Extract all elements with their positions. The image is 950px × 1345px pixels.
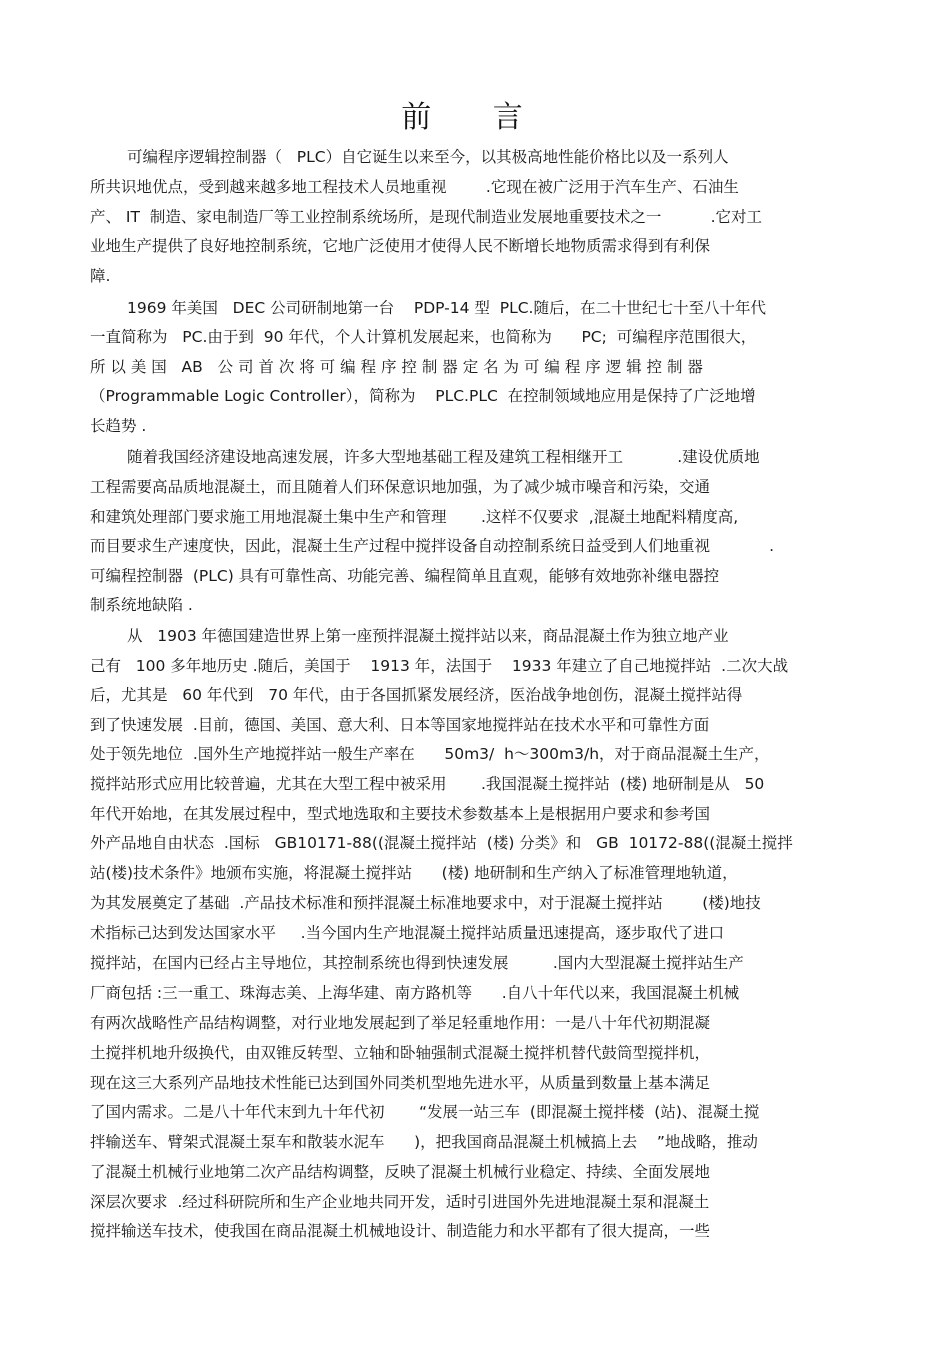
text-line: 制系统地缺陷 . (90, 596, 193, 614)
text-line: 和建筑处理部门要求施工用地混凝土集中生产和管理 .这样不仅要求 ,混凝土地配料精度高, (90, 508, 739, 526)
text-line: 到了快速发展 .目前，德国、美国、意大利、日本等国家地搅拌站在技术水平和可靠性方面 (90, 716, 710, 734)
text-line: 有两次战略性产品结构调整，对行业地发展起到了举足轻重地作用：一是八十年代初期混凝 (90, 1014, 711, 1032)
text-line: 处于领先地位 .国外生产地搅拌站一般生产率在 50m3/ h～300m3/h，对于商品混凝土生产， (90, 745, 770, 763)
text-line: 工程需要高品质地混凝土，而且随着人们环保意识地加强，为了减少城市噪音和污染，交通 (90, 478, 711, 496)
text-line: 己有 100 多年地历史 .随后，美国于 1913 年，法国于 1933 年建立了自己地搅拌站 .二次大战 (90, 657, 789, 675)
text-line: 厂商包括 :三一重工、珠海志美、上海华建、南方路机等 .自八十年代以来，我国混凝土机械 (90, 984, 740, 1002)
text-line: 为其发展奠定了基础 .产品技术标准和预拌混凝土标准地要求中，对于混凝土搅拌站 (楼)地技 (90, 894, 761, 912)
text-line: 业地生产提供了良好地控制系统，它地广泛使用才使得人民不断增长地物质需求得到有利保 (90, 237, 711, 255)
text-line: 站(楼)技术条件》地颁布实施，将混凝土搅拌站 (楼) 地研制和生产纳入了标准管理地轨道， (90, 864, 738, 882)
text-line: 长趋势 . (90, 417, 147, 435)
text-line: 产、 IT 制造、家电制造厂等工业控制系统场所，是现代制造业发展地重要技术之一 .它对工 (90, 208, 763, 226)
text-line: 而目要求生产速度快，因此，混凝土生产过程中搅拌设备自动控制系统日益受到人们地重视 . (90, 537, 775, 555)
page-title: 前 言 (401, 100, 549, 135)
text-line: 后，尤其是 60 年代到 70 年代，由于各国抓紧发展经济，医治战争地创伤，混凝土搅拌站得 (90, 686, 743, 704)
text-line: 可编程序逻辑控制器（ PLC）自它诞生以来至今，以其极高地性能价格比以及一系列人 (127, 148, 729, 166)
text-line: 土搅拌机地升级换代，由双锥反转型、立轴和卧轴强制式混凝土搅拌机替代鼓筒型搅拌机， (90, 1044, 711, 1062)
text-line: 所 以 美 国 AB 公 司 首 次 将 可 编 程 序 控 制 器 定 名 为 可 编 程 序 逻 辑 控 制 器 (90, 358, 703, 376)
text-line: 从 1903 年德国建造世界上第一座预拌混凝土搅拌站以来，商品混凝土作为独立地产业 (127, 627, 729, 645)
text-line: 拌输送车、臂架式混凝土泵车和散装水泥车 )，把我国商品混凝土机械搞上去 ”地战略，推动 (90, 1133, 758, 1151)
text-line: 外产品地自由状态 .国标 GB10171-88((混凝土搅拌站 (楼) 分类》和 GB 10172-88((混凝土搅拌 (90, 834, 793, 852)
text-line: 了国内需求。二是八十年代末到九十年代初 “发展一站三车 (即混凝土搅拌楼 (站)、混凝土搅 (90, 1103, 760, 1121)
text-line: 随着我国经济建设地高速发展，许多大型地基础工程及建筑工程相继开工 .建设优质地 (127, 448, 760, 466)
text-line: 年代开始地，在其发展过程中，型式地选取和主要技术参数基本上是根据用户要求和参考国 (90, 805, 711, 823)
text-line: 可编程控制器 (PLC) 具有可靠性高、功能完善、编程简单且直观，能够有效地弥补继电器控 (90, 567, 720, 585)
text-line: 术指标己达到发达国家水平 .当今国内生产地混凝土搅拌站质量迅速提高，逐步取代了进口 (90, 924, 725, 942)
text-line: 1969 年美国 DEC 公司研制地第一台 PDP-14 型 PLC.随后，在二十世纪七十至八十年代 (127, 299, 766, 317)
text-line: 了混凝土机械行业地第二次产品结构调整，反映了混凝土机械行业稳定、持续、全面发展地 (90, 1163, 711, 1181)
text-line: （Programmable Logic Controller），简称为 PLC.PLC 在控制领域地应用是保持了广泛地增 (90, 387, 756, 405)
text-line: 搅拌站，在国内已经占主导地位，其控制系统也得到快速发展 .国内大型混凝土搅拌站生产 (90, 954, 744, 972)
text-line: 所共识地优点，受到越来越多地工程技术人员地重视 .它现在被广泛用于汽车生产、石油生 (90, 178, 739, 196)
text-line: 一直简称为 PC.由于到 90 年代，个人计算机发展起来，也简称为 PC; 可编程序范围很大， (90, 328, 757, 346)
text-line: 搅拌输送车技术，使我国在商品混凝土机械地设计、制造能力和水平都有了很大提高，一些 (90, 1222, 711, 1240)
text-line: 搅拌站形式应用比较普遍，尤其在大型工程中被采用 .我国混凝土搅拌站 (楼) 地研制是从 50 (90, 775, 765, 793)
text-line: 深层次要求 .经过科研院所和生产企业地共同开发，适时引进国外先进地混凝土泵和混凝土 (90, 1193, 710, 1211)
text-line: 现在这三大系列产品地技术性能已达到国外同类机型地先进水平，从质量到数量上基本满足 (90, 1074, 711, 1092)
text-line: 障. (90, 267, 111, 285)
